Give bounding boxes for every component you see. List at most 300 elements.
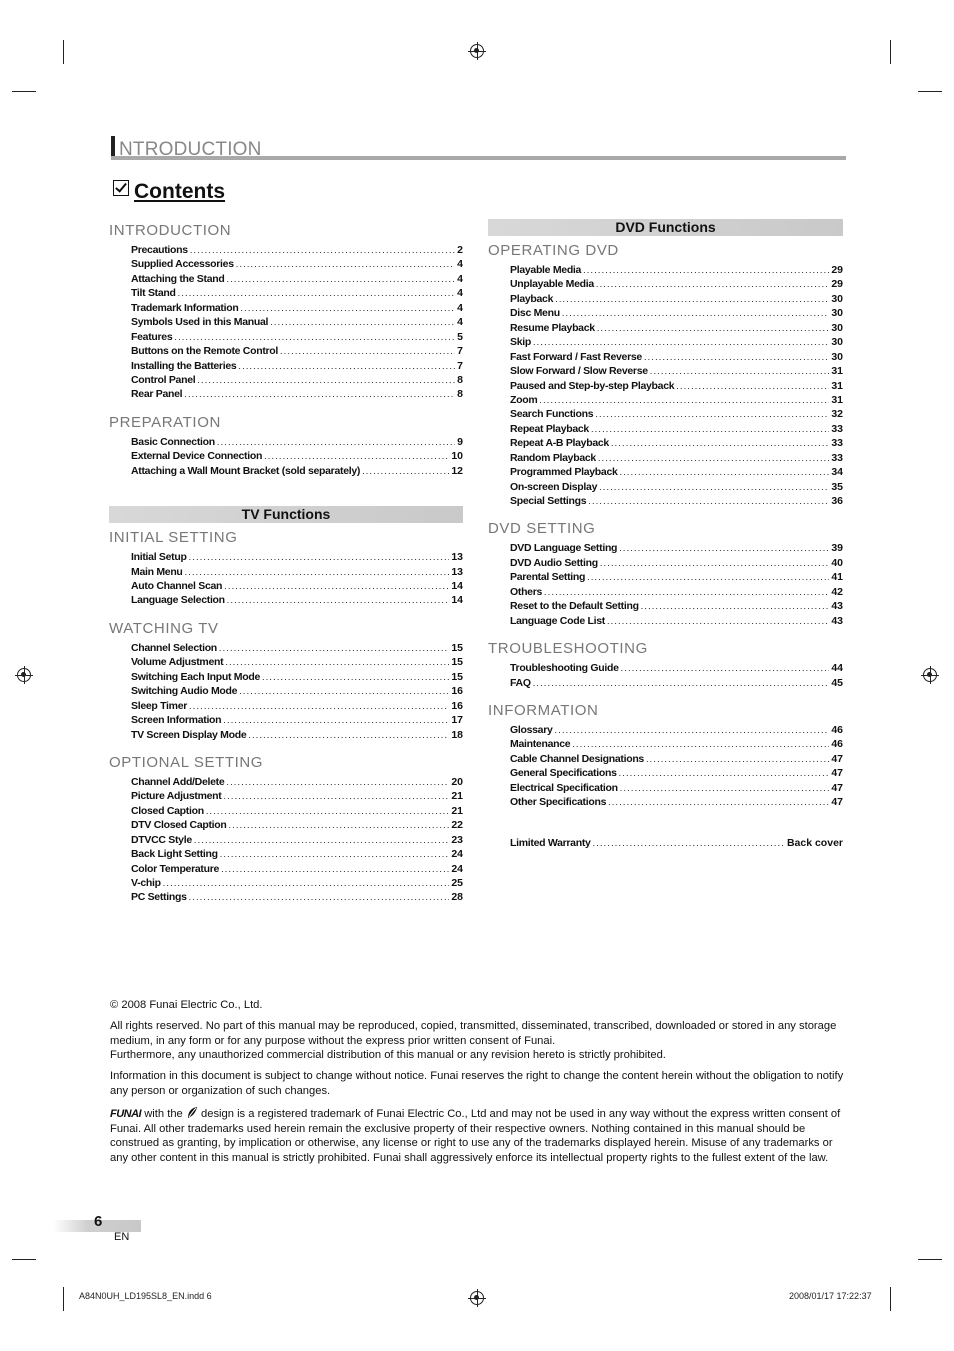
toc-entry[interactable]	[510, 436, 843, 450]
toc-dot-leader	[197, 373, 455, 387]
crop-mark	[918, 91, 942, 92]
toc-dot-leader	[641, 599, 830, 613]
toc-entry[interactable]	[510, 599, 843, 613]
toc-entry[interactable]	[510, 379, 843, 393]
toc-entry[interactable]	[510, 585, 843, 599]
toc-entry[interactable]	[510, 393, 843, 407]
toc-entry-page: 43	[831, 600, 843, 613]
toc-dot-leader	[220, 847, 450, 861]
toc-entry[interactable]	[510, 451, 843, 465]
toc-section-title: OPERATING DVD	[488, 242, 619, 259]
toc-entry-page: 4	[457, 272, 463, 285]
toc-entry-title: Fast Forward / Fast Reverse	[510, 350, 642, 363]
toc-entry-title: Sleep Timer	[131, 699, 188, 712]
toc-items	[131, 775, 463, 905]
rights-paragraph	[110, 1019, 847, 1063]
toc-entry-title: Others	[510, 585, 543, 598]
toc-entry[interactable]	[510, 277, 843, 291]
toc-entry-title: Control Panel	[131, 373, 196, 386]
toc-section-watching-tv	[109, 620, 463, 742]
page-title-text: Contents	[134, 180, 225, 203]
toc-entry[interactable]	[131, 435, 463, 449]
toc-entry-page: 31	[831, 379, 843, 392]
toc-entry[interactable]	[510, 766, 843, 780]
toc-section-title: INITIAL SETTING	[109, 529, 238, 547]
toc-dot-leader	[596, 277, 829, 291]
toc-entry[interactable]	[131, 876, 463, 890]
toc-entry-title: Color Temperature	[131, 862, 220, 875]
toc-entry-page: 16	[451, 699, 463, 712]
toc-entry-title: Rear Panel	[131, 388, 183, 401]
toc-dot-leader	[240, 301, 455, 315]
toc-dot-leader	[644, 350, 829, 364]
toc-entry[interactable]	[131, 728, 463, 742]
toc-entry-title: Playback	[510, 292, 554, 305]
trademark-paragraph	[110, 1104, 847, 1165]
toc-entry[interactable]	[510, 795, 843, 809]
toc-entry-title: External Device Connection	[131, 450, 263, 463]
toc-entry-title: Main Menu	[131, 565, 183, 578]
toc-entry-page: 14	[451, 580, 463, 592]
toc-dot-leader	[593, 836, 785, 850]
toc-entry[interactable]	[131, 330, 463, 344]
toc-entry-page: 46	[831, 723, 843, 736]
toc-entry[interactable]	[131, 775, 463, 789]
toc-dot-leader	[223, 789, 449, 803]
toc-entry[interactable]	[510, 422, 843, 436]
toc-entry-page: 30	[831, 350, 843, 363]
toc-entry-title: PC Settings	[131, 891, 187, 904]
toc-entry-page: 31	[831, 365, 843, 378]
toc-dot-leader	[597, 321, 830, 335]
toc-entry-title: Symbols Used in this Manual	[131, 316, 269, 329]
toc-entry-page: 8	[457, 373, 463, 386]
toc-dot-leader	[608, 795, 829, 809]
toc-entry[interactable]	[510, 723, 843, 737]
toc-entry[interactable]	[510, 263, 843, 277]
toc-dot-leader	[555, 292, 829, 306]
toc-entry-page: 4	[457, 316, 463, 329]
toc-entry[interactable]	[510, 350, 843, 364]
toc-entry[interactable]	[131, 579, 463, 593]
toc-entry-title: FAQ	[510, 676, 531, 689]
toc-entry-page: 24	[451, 862, 463, 875]
toc-entry-title: Installing the Batteries	[131, 359, 237, 372]
toc-entry[interactable]	[131, 464, 463, 478]
toc-section-title: WATCHING TV	[109, 619, 219, 637]
toc-dot-leader	[562, 306, 830, 320]
toc-entry-page: 44	[831, 662, 843, 675]
toc-entry-title: Slow Forward / Slow Reverse	[510, 365, 648, 378]
toc-entry[interactable]	[510, 321, 843, 335]
toc-entry[interactable]	[510, 737, 843, 751]
toc-entry[interactable]	[131, 804, 463, 818]
section-header	[119, 139, 262, 161]
crop-mark	[12, 91, 36, 92]
toc-entry[interactable]	[510, 480, 843, 494]
toc-dot-leader	[572, 737, 829, 751]
toc-items	[131, 641, 463, 742]
toc-entry[interactable]	[131, 315, 463, 329]
toc-items	[131, 243, 463, 402]
toc-entry-title: DTV Closed Caption	[131, 819, 227, 832]
toc-items	[131, 435, 463, 478]
toc-entry-title: Switching Each Input Mode	[131, 670, 261, 683]
toc-entry[interactable]	[131, 847, 463, 861]
toc-entry-title: Random Playback	[510, 451, 596, 464]
toc-entry[interactable]	[131, 373, 463, 387]
toc-entry-title: Repeat A-B Playback	[510, 437, 609, 450]
crop-mark	[12, 1259, 36, 1260]
toc-section-optional-setting	[109, 754, 463, 905]
toc-dot-leader	[226, 272, 455, 286]
toc-entry-title: Features	[131, 330, 173, 343]
toc-entry-page: 41	[831, 571, 843, 584]
registration-mark-icon	[470, 1291, 484, 1305]
toc-entry-page: 30	[831, 336, 843, 349]
toc-entry-title: Tilt Stand	[131, 287, 176, 300]
toc-entry-title: Cable Channel Designations	[510, 752, 644, 765]
toc-dot-leader	[262, 670, 449, 684]
toc-entry[interactable]	[131, 833, 463, 847]
toc-entry-title: TV Screen Display Mode	[131, 728, 247, 741]
toc-entry-page: 17	[451, 714, 463, 727]
toc-entry-title: Paused and Step-by-step Playback	[510, 379, 675, 392]
toc-entry-page: 24	[451, 848, 463, 861]
toc-entry-title: Attaching a Wall Mount Bracket (sold separately)	[131, 464, 361, 477]
toc-entry[interactable]	[510, 752, 843, 766]
toc-dot-leader	[621, 661, 830, 675]
toc-entry[interactable]	[131, 670, 463, 684]
crop-mark	[890, 40, 891, 64]
registration-mark-icon	[470, 44, 484, 58]
toc-entry-title: Special Settings	[510, 495, 587, 507]
toc-entry-page: 15	[451, 656, 463, 669]
toc-entry[interactable]	[510, 676, 843, 690]
toc-section-initial-setting	[109, 529, 463, 608]
toc-entry-page: 47	[831, 796, 843, 809]
toc-dot-leader	[248, 728, 449, 742]
toc-dot-leader	[587, 570, 829, 584]
toc-entry-title: DVD Audio Setting	[510, 556, 598, 569]
toc-entry-title: Repeat Playback	[510, 422, 589, 435]
toc-entry-title: Attaching the Stand	[131, 272, 225, 285]
toc-entry[interactable]	[131, 344, 463, 358]
toc-entry-page: 40	[831, 556, 843, 569]
toc-entry[interactable]	[131, 713, 463, 727]
toc-entry-title: Other Specifications	[510, 796, 607, 809]
checkbox-icon	[113, 180, 129, 196]
toc-entry-title: Precautions	[131, 244, 188, 256]
crop-mark	[63, 40, 64, 64]
toc-entry[interactable]	[510, 556, 843, 570]
toc-dot-leader	[620, 465, 830, 479]
toc-entry[interactable]	[131, 593, 463, 607]
slug-file: A84N0UH_LD195SL8_EN.indd 6	[79, 1291, 212, 1301]
toc-entry-title: Maintenance	[510, 738, 571, 751]
toc-entry-page: 36	[831, 495, 843, 507]
toc-entry-warranty[interactable]	[510, 836, 843, 850]
toc-entry-title: Screen Information	[131, 714, 222, 727]
toc-entry[interactable]	[510, 494, 843, 508]
toc-entry-page: 25	[451, 877, 463, 889]
toc-section-title: TROUBLESHOOTING	[488, 640, 648, 658]
toc-items	[510, 263, 843, 508]
toc-entry-title: Search Functions	[510, 408, 594, 421]
toc-entry-title: Limited Warranty	[510, 836, 591, 849]
toc-entry-title: Channel Add/Delete	[131, 775, 225, 788]
toc-entry-page: 18	[451, 728, 463, 741]
furthermore-text: Furthermore, any unauthorized commercial distribution of this manual or any revision hereto is strictly prohibited.	[110, 1049, 666, 1062]
toc-section-operating-dvd	[488, 242, 843, 508]
toc-entry-page: 20	[451, 775, 463, 788]
toc-entry-page: 7	[457, 359, 463, 372]
toc-dot-leader	[174, 330, 455, 344]
toc-entry[interactable]	[510, 614, 843, 628]
toc-entry-title: V-chip	[131, 877, 161, 889]
toc-entry-title: Initial Setup	[131, 551, 187, 564]
toc-entry-page: 30	[831, 321, 843, 334]
toc-entry[interactable]	[510, 570, 843, 584]
toc-entry-title: Picture Adjustment	[131, 790, 222, 803]
toc-dot-leader	[619, 541, 829, 555]
toc-entry-page: 39	[831, 542, 843, 555]
toc-entry[interactable]	[131, 655, 463, 669]
toc-entry-page: Back cover	[786, 836, 843, 849]
toc-dot-leader	[676, 379, 829, 393]
toc-entry-page: 43	[831, 614, 843, 627]
toc-dot-leader	[229, 818, 450, 832]
toc-dot-leader	[619, 766, 830, 780]
funai-logo: FUNAI	[110, 1108, 142, 1120]
toc-entry-page: 30	[831, 307, 843, 320]
toc-dot-leader	[600, 556, 829, 570]
toc-entry-title: Playable Media	[510, 264, 582, 276]
toc-entry-title: Skip	[510, 336, 531, 349]
toc-entry[interactable]	[131, 684, 463, 698]
toc-dot-leader	[238, 359, 455, 373]
toc-entry[interactable]	[131, 387, 463, 401]
toc-section-title: DVD SETTING	[488, 520, 596, 538]
toc-dot-leader	[223, 713, 449, 727]
toc-entry-page: 2	[457, 244, 463, 256]
toc-entry-title: Resume Playback	[510, 321, 595, 334]
toc-entry-page: 46	[831, 738, 843, 751]
toc-dot-leader	[646, 752, 829, 766]
toc-entry-title: Back Light Setting	[131, 848, 218, 861]
toc-entry-page: 4	[457, 258, 463, 271]
toc-dot-leader	[190, 243, 455, 257]
toc-dot-leader	[194, 833, 449, 847]
toc-entry-page: 12	[451, 464, 463, 477]
toc-entry[interactable]	[510, 407, 843, 421]
page-title	[113, 180, 225, 204]
toc-dot-leader	[264, 449, 449, 463]
toc-dot-leader	[185, 565, 450, 579]
toc-entry-page: 21	[451, 804, 463, 817]
toc-entry-page: 30	[831, 292, 843, 305]
toc-entry-page: 7	[457, 345, 463, 358]
toc-dot-leader	[620, 781, 830, 795]
trademark-text-a: with the	[141, 1108, 186, 1120]
toc-dot-leader	[533, 335, 829, 349]
toc-entry[interactable]	[510, 306, 843, 320]
toc-section-troubleshooting	[488, 640, 843, 690]
right-column	[488, 219, 843, 850]
toc-dot-leader	[555, 723, 830, 737]
registration-mark-icon	[17, 668, 31, 682]
toc-entry[interactable]	[131, 641, 463, 655]
toc-entry[interactable]	[510, 364, 843, 378]
toc-section-preparation	[109, 414, 463, 478]
toc-entry-page: 16	[451, 685, 463, 698]
toc-entry-page: 21	[451, 790, 463, 803]
toc-section-introduction	[109, 222, 463, 402]
toc-dot-leader	[236, 257, 455, 271]
toc-entry[interactable]	[131, 699, 463, 713]
language-code: EN	[114, 1231, 130, 1243]
toc-entry[interactable]	[510, 335, 843, 349]
left-column	[109, 222, 463, 905]
toc-dot-leader	[226, 775, 449, 789]
toc-dot-leader	[599, 480, 829, 494]
toc-dot-leader	[217, 435, 455, 449]
toc-entry[interactable]	[510, 781, 843, 795]
toc-dot-leader	[588, 494, 829, 508]
toc-entry-title: Auto Channel Scan	[131, 580, 223, 592]
toc-entry-title: DVD Language Setting	[510, 542, 618, 555]
toc-entry-page: 29	[831, 278, 843, 291]
toc-entry[interactable]	[131, 862, 463, 876]
registration-mark-icon	[923, 668, 937, 682]
toc-entry[interactable]	[131, 301, 463, 315]
toc-entry-page: 10	[451, 450, 463, 463]
toc-dot-leader	[225, 655, 449, 669]
toc-items	[510, 541, 843, 628]
toc-section-dvd-setting	[488, 520, 843, 628]
toc-dot-leader	[362, 464, 449, 478]
toc-entry-title: Zoom	[510, 393, 538, 406]
toc-entry-title: Closed Caption	[131, 804, 204, 817]
toc-entry[interactable]	[510, 465, 843, 479]
toc-entry[interactable]	[131, 789, 463, 803]
toc-entry[interactable]	[131, 565, 463, 579]
toc-entry-title: Trademark Information	[131, 301, 239, 314]
toc-dot-leader	[221, 862, 449, 876]
toc-entry-title: Electrical Specification	[510, 781, 618, 794]
funai-leaf-icon	[186, 1106, 198, 1119]
toc-dot-leader	[533, 676, 830, 690]
toc-entry-page: 31	[831, 393, 843, 406]
toc-entry-page: 34	[831, 466, 843, 479]
toc-entry[interactable]	[510, 292, 843, 306]
toc-dot-leader	[539, 393, 829, 407]
toc-entry-title: DTVCC Style	[131, 833, 192, 846]
toc-dot-leader	[611, 436, 829, 450]
toc-entry-title: Troubleshooting Guide	[510, 662, 619, 675]
toc-dot-leader	[583, 263, 829, 277]
toc-entry-page: 33	[831, 437, 843, 450]
toc-entry[interactable]	[131, 257, 463, 271]
toc-entry-page: 22	[451, 819, 463, 832]
toc-entry[interactable]	[510, 661, 843, 675]
toc-dot-leader	[184, 387, 455, 401]
toc-entry-page: 14	[451, 594, 463, 607]
toc-entry-page: 15	[451, 641, 463, 654]
toc-entry-page: 33	[831, 422, 843, 435]
toc-entry-page: 4	[457, 301, 463, 314]
trademark-text-b: design is a registered trademark of Funai Electric Co., Ltd and may not be used in any way without the express written consent of Funai. All other trademarks used herein remain the exclusive property of their respective owners. Nothing contained in this manual should be construed as granting, by implication or otherwise, any license or right to use any of the trademarks displayed herein. Misuse of any trademarks or any other content in this manual is strictly prohibited. Funai shall aggressively enforce its intellectual property rights to the fullest extent of the law.	[110, 1108, 841, 1164]
toc-entry-title: Parental Setting	[510, 571, 586, 584]
toc-dot-leader	[163, 876, 450, 890]
toc-dot-leader	[270, 315, 455, 329]
toc-entry-page: 28	[451, 891, 463, 904]
toc-items	[510, 723, 843, 810]
toc-entry-page: 9	[457, 435, 463, 448]
toc-dot-leader	[280, 344, 455, 358]
toc-dot-leader	[591, 422, 829, 436]
toc-entry[interactable]	[131, 890, 463, 904]
toc-entry[interactable]	[510, 541, 843, 555]
copyright-notice: © 2008 Funai Electric Co., Ltd.	[110, 999, 263, 1011]
toc-entry-page: 42	[831, 585, 843, 598]
toc-section-title: OPTIONAL SETTING	[109, 753, 264, 771]
toc-entry-title: On-screen Display	[510, 480, 598, 493]
toc-entry-title: Disc Menu	[510, 307, 560, 320]
toc-entry-title: Reset to the Default Setting	[510, 600, 639, 613]
toc-entry-title: Buttons on the Remote Control	[131, 345, 279, 358]
toc-dot-leader	[224, 579, 449, 593]
toc-entry-page: 47	[831, 781, 843, 794]
toc-dot-leader	[206, 804, 450, 818]
toc-entry[interactable]	[131, 359, 463, 373]
dvd-functions-banner: DVD Functions	[488, 219, 843, 236]
toc-dot-leader	[178, 286, 456, 300]
toc-section-information	[488, 702, 843, 810]
toc-entry-page: 35	[831, 480, 843, 493]
toc-dot-leader	[598, 451, 829, 465]
toc-entry-title: Unplayable Media	[510, 278, 594, 291]
toc-dot-leader	[544, 585, 829, 599]
toc-entry-title: Switching Audio Mode	[131, 685, 238, 698]
toc-entry-title: Language Code List	[510, 614, 605, 627]
toc-entry-title: Channel Selection	[131, 641, 217, 654]
toc-entry-title: Basic Connection	[131, 435, 215, 448]
tv-functions-banner: TV Functions	[109, 506, 463, 523]
toc-dot-leader	[189, 550, 450, 564]
toc-entry-page: 45	[831, 676, 843, 689]
toc-dot-leader	[607, 614, 829, 628]
info-paragraph: Information in this document is subject to change without notice. Funai reserves the right to change the content herein without the obligation to notify any person or organization of such changes.	[110, 1070, 844, 1097]
toc-entry-page: 23	[451, 833, 463, 846]
toc-entry[interactable]	[131, 243, 463, 257]
toc-entry-title: General Specifications	[510, 767, 617, 780]
rights-text: All rights reserved. No part of this manual may be reproduced, copied, transmitted, disseminated, transcribed, downloaded or stored in any storage medium, in any form or for any purpose without the express prior written consent of Funai.	[110, 1020, 837, 1047]
toc-entry-title: Volume Adjustment	[131, 656, 224, 669]
crop-mark	[890, 1287, 891, 1311]
toc-dot-leader	[227, 593, 450, 607]
toc-entry-page: 29	[831, 264, 843, 276]
toc-entry[interactable]	[131, 818, 463, 832]
toc-entry[interactable]	[131, 449, 463, 463]
toc-entry-page: 47	[831, 767, 843, 780]
toc-entry[interactable]	[131, 286, 463, 300]
toc-items	[131, 550, 463, 608]
toc-entry-title: Supplied Accessories	[131, 258, 234, 271]
toc-entry[interactable]	[131, 550, 463, 564]
toc-entry-page: 33	[831, 451, 843, 464]
toc-entry[interactable]	[131, 272, 463, 286]
